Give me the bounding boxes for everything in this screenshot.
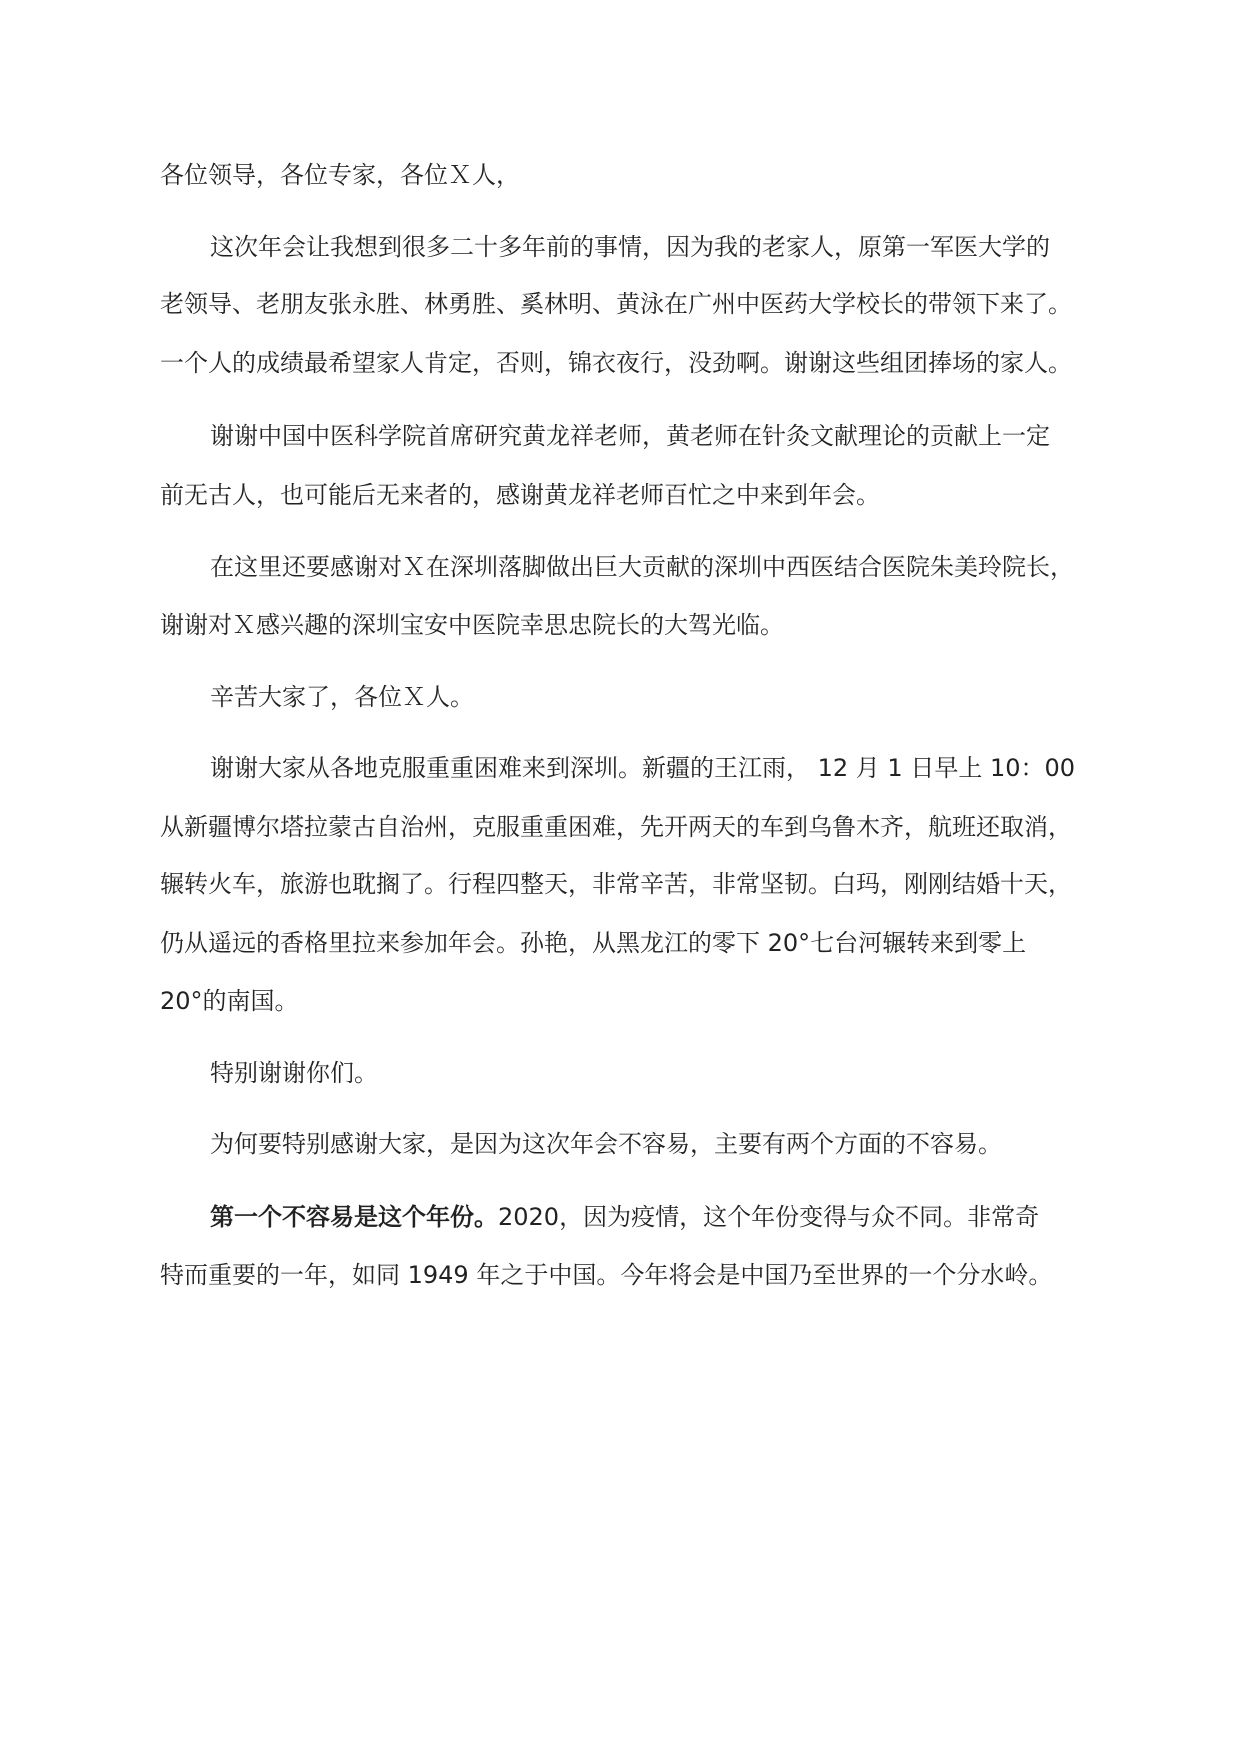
paragraph-5-line-2: 从新疆博尔塔拉蒙古自治州，克服重重困难，先开两天的车到乌鲁木齐，航班还取消，: [160, 813, 1072, 841]
paragraph-8-line-1: [210, 1200, 1120, 1234]
paragraph-5-line-3: 辗转火车，旅游也耽搁了。行程四整天，非常辛苦，非常坚韧。白玛，刚刚结婚十天，: [160, 870, 1072, 898]
paragraph-1-line-1: 这次年会让我想到很多二十多年前的事情，因为我的老家人，原第一军医大学的: [210, 233, 1050, 261]
paragraph-8-line-1-rest: 2020，因为疫情，这个年份变得与众不同。非常奇: [498, 1203, 1040, 1231]
paragraph-1-line-3: 一个人的成绩最希望家人肯定，否则，锦衣夜行，没劲啊。谢谢这些组团捧场的家人。: [160, 349, 1072, 377]
paragraph-5-line-4: 仍从遥远的香格里拉来参加年会。孙艳，从黑龙江的零下 20°七台河辗转来到零上: [160, 929, 1027, 957]
salutation: 各位领导，各位专家，各位Ｘ人，: [160, 161, 520, 189]
paragraph-3-line-2: 谢谢对Ｘ感兴趣的深圳宝安中医院幸思忠院长的大驾光临。: [160, 611, 784, 639]
paragraph-4-line-1: 辛苦大家了，各位Ｘ人。: [210, 683, 474, 711]
paragraph-5-line-1: 谢谢大家从各地克服重重困难来到深圳。新疆的王江雨， 12 月 1 日早上 10：00: [210, 754, 1076, 782]
paragraph-8-line-2: 特而重要的一年，如同 1949 年之于中国。今年将会是中国乃至世界的一个分水岭。: [160, 1261, 1053, 1289]
paragraph-8-heading: 第一个不容易是这个年份。: [210, 1203, 498, 1231]
paragraph-1-line-2: 老领导、老朋友张永胜、林勇胜、奚林明、黄泳在广州中医药大学校长的带领下来了。: [160, 290, 1072, 318]
paragraph-2-line-2: 前无古人，也可能后无来者的，感谢黄龙祥老师百忙之中来到年会。: [160, 481, 880, 509]
paragraph-7-line-1: 为何要特别感谢大家，是因为这次年会不容易，主要有两个方面的不容易。: [210, 1130, 1002, 1158]
paragraph-2-line-1: 谢谢中国中医科学院首席研究黄龙祥老师，黄老师在针灸文献理论的贡献上一定: [210, 422, 1050, 450]
paragraph-5-line-5: 20°的南国。: [160, 987, 299, 1015]
paragraph-3-line-1: 在这里还要感谢对Ｘ在深圳落脚做出巨大贡献的深圳中西医结合医院朱美玲院长，: [210, 553, 1074, 581]
paragraph-6-line-1: 特别谢谢你们。: [210, 1059, 378, 1087]
